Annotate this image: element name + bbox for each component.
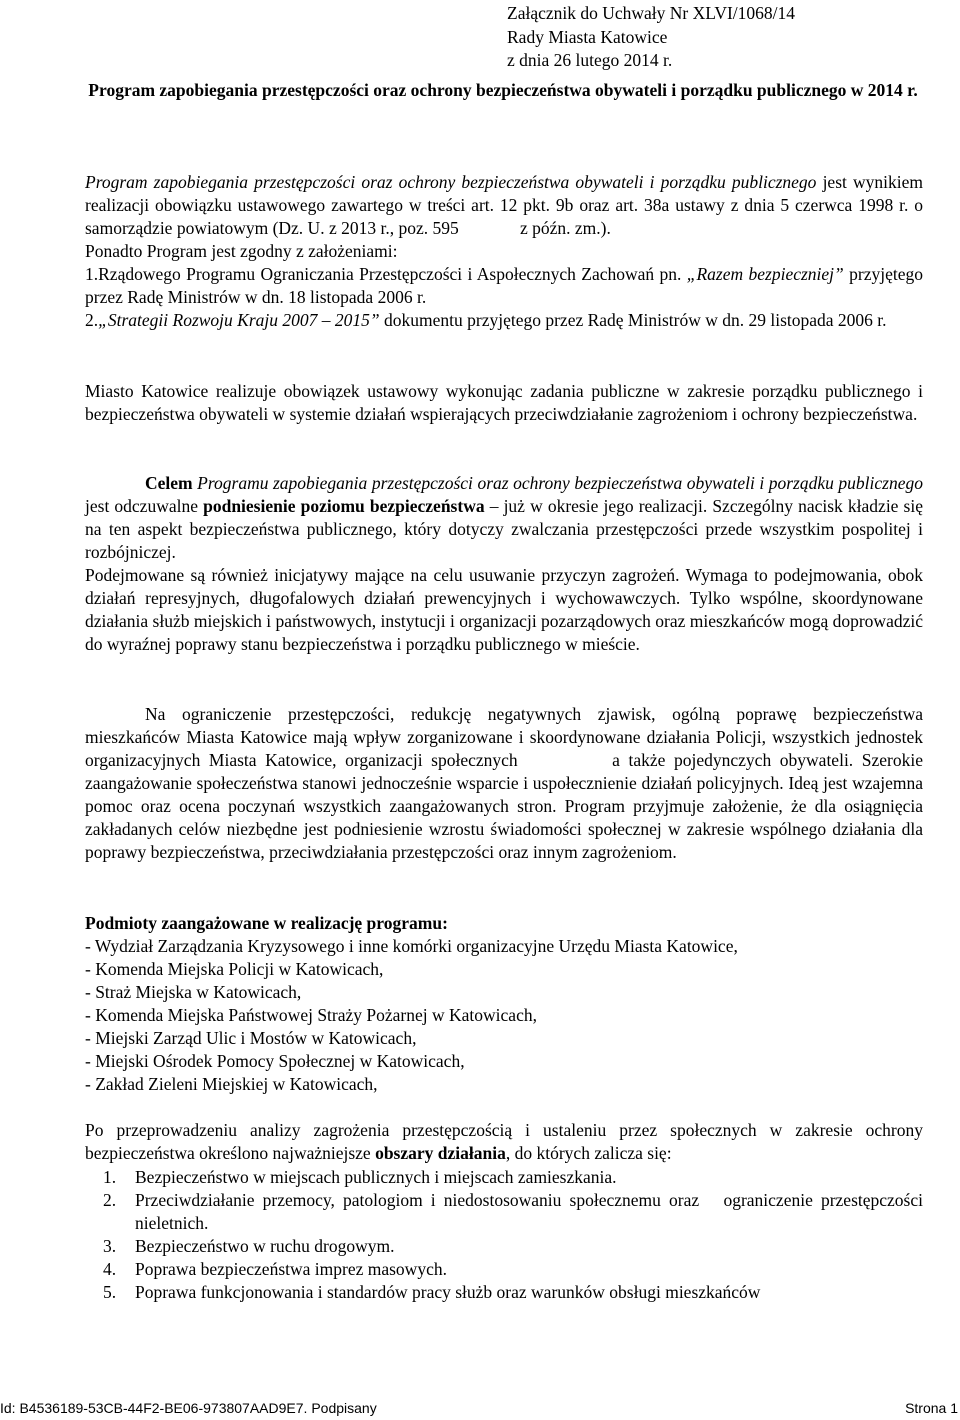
list-item: - Komenda Miejska Państwowej Straży Pożarnej w Katowicach, (85, 1005, 537, 1025)
list-item-text: Poprawa funkcjonowania i standardów pracy służb oraz warunków obsługi mieszkańców (135, 1282, 761, 1302)
list-item (85, 1189, 923, 1235)
list-item-number: 5. (103, 1282, 117, 1302)
list-item: - Miejski Ośrodek Pomocy Społecznej w Katowicach, (85, 1051, 465, 1071)
miasto-paragraph: Miasto Katowice realizuje obowiązek ustawowy wykonując zadania publiczne w zakresie porządku publicznego i bezpieczeństwa obywateli w systemie działań wspierających przeciwdziałanie zagrożeniom i ochrony bezpieczeństwa. (85, 381, 923, 424)
list-item (85, 1166, 923, 1189)
document-header (507, 2, 795, 73)
celem-text-2: – już w okresie jego realizacji. Szczególny nacisk kładzie się na ten aspekt bezpieczeństwa publicznego, który dotyczy zwalczania przestępczości przede wszystkim pospolitej i rozbójniczej. (85, 496, 923, 562)
ref2-italic: „Strategii Rozwoju Kraju 2007 – 2015” (98, 310, 380, 330)
list-item: - Straż Miejska w Katowicach, (85, 982, 302, 1002)
intro-paragraph (85, 171, 923, 332)
list-item-number: 3. (103, 1236, 117, 1256)
celem-section (85, 472, 923, 656)
po-paragraph (85, 1119, 923, 1165)
intro-reference-1 (85, 263, 923, 309)
podejmowane-paragraph: Podejmowane są również inicjatywy mające na celu usuwanie przyczyn zagrożeń. Wymaga to podejmowania, obok działań represyjnych, długofalowych działań prewencyjnych i wychowawczych. Tylko wspólne, skoordynowane działania służb miejskich i państwowych, instytucji i organizacji pozarządowych oraz mieszkańców mogą doprowadzić do wyraźnej poprawy stanu bezpieczeństwa i porządku publicznego w mieście. (85, 565, 923, 654)
list-item-text: Bezpieczeństwo w miejscach publicznych i miejscach zamieszkania. (135, 1167, 617, 1187)
list-item: - Komenda Miejska Policji w Katowicach, (85, 959, 384, 979)
footer-page-number: Strona 1 (905, 1400, 958, 1416)
ref1-italic: „Razem bezpieczniej” (686, 264, 844, 284)
header-council: Rady Miasta Katowice (507, 26, 668, 47)
na-paragraph: Na ograniczenie przestępczości, redukcję negatywnych zjawisk, ogólną poprawę bezpieczeństwa mieszkańców Miasta Katowice mają wpływ zorganizowane i skoordynowane działania Policji, wszystkich jednostek organizacyjnych Miasta Katowice, organizacji społecznych a także pojedynczych obywateli. Szerokie zaangażowanie społeczeństwa stanowi jednocześnie wsparcie i uspołecznienie działań policyjnych. Ideą jest wzajemna pomoc oraz ocena poczynań wszystkich zaangażowanych stron. Program przyjmuje założenie, że dla osiągnięcia zakładanych celów niezbędne jest podniesienie wzrostu świadomości społecznej w zakresie wspólnego działania dla poprawy bezpieczeństwa, przeciwdziałania przestępczości oraz innym zagrożeniom. (85, 704, 923, 862)
celem-program-name: Programu zapobiegania przestępczości oraz ochrony bezpieczeństwa obywateli i porządku publicznego (192, 473, 923, 493)
po-bold: obszary działania (375, 1143, 506, 1163)
celem-text-1: jest odczuwalne (85, 496, 204, 516)
areas-list (85, 1166, 923, 1304)
list-item: - Miejski Zarząd Ulic i Mostów w Katowicach, (85, 1028, 417, 1048)
list-item (85, 1258, 923, 1281)
list-item (85, 1235, 923, 1258)
po-text-1: Po przeprowadzeniu analizy zagrożenia przestępczością i ustaleniu przez społecznych w zakresie ochrony bezpieczeństwa określono najważniejsze (85, 1120, 923, 1163)
po-text-2: , do których zalicza się: (505, 1143, 672, 1163)
list-item-number: 2. (103, 1190, 117, 1210)
footer-document-id: Id: B4536189-53CB-44F2-BE06-973807AAD9E7. Podpisany (0, 1400, 377, 1416)
intro-program-name: Program zapobiegania przestępczości oraz ochrony bezpieczeństwa obywateli i porządku publicznego (85, 172, 817, 192)
intro-reference-2 (85, 309, 923, 332)
ref2-num: 2. (85, 310, 99, 330)
document-title: Program zapobiegania przestępczości oraz ochrony bezpieczeństwa obywateli i porządku publicznego w 2014 r. (88, 80, 918, 100)
podmioty-list (85, 935, 923, 1096)
intro-legal-basis: jest wynikiem realizacji obowiązku ustawowego zawartego w treści art. 12 pkt. 9b oraz art. 38a ustawy z dnia 5 czerwca 1998 r. o samorządzie powiatowym (Dz. U. z 2013 r., poz. 595 z późn. zm.). (85, 172, 923, 238)
ref1-text: 1.Rządowego Programu Ograniczania Przestępczości i Aspołecznych Zachowań pn. (85, 264, 687, 284)
header-date: z dnia 26 lutego 2014 r. (507, 50, 673, 70)
ref2-tail: dokumentu przyjętego przez Radę Ministrów w dn. 29 listopada 2006 r. (379, 310, 887, 330)
list-item-text: Poprawa bezpieczeństwa imprez masowych. (135, 1259, 447, 1279)
page-footer (0, 1397, 960, 1417)
celem-goal: podniesienie poziomu bezpieczeństwa (203, 496, 485, 516)
celem-bold: Celem (145, 473, 193, 493)
list-item: - Wydział Zarządzania Kryzysowego i inne komórki organizacyjne Urzędu Miasta Katowice, (85, 936, 738, 956)
list-item-number: 4. (103, 1259, 117, 1279)
list-item: - Zakład Zieleni Miejskiej w Katowicach, (85, 1074, 378, 1094)
list-item-text: Przeciwdziałanie przemocy, patologiom i niedostosowaniu społecznemu oraz ograniczenie przestępczości nieletnich. (135, 1190, 923, 1233)
list-item-text: Bezpieczeństwo w ruchu drogowym. (135, 1236, 395, 1256)
celem-paragraph (85, 472, 923, 564)
intro-ponadto: Ponadto Program jest zgodny z założeniami: (85, 241, 398, 261)
ref1-tail: przyjętego przez Radę Ministrów w dn. 18 listopada 2006 r. (85, 264, 923, 307)
header-attachment: Załącznik do Uchwały Nr XLVI/1068/14 (507, 3, 796, 23)
podmioty-section (85, 912, 923, 1096)
list-item (85, 1281, 923, 1304)
list-item-number: 1. (103, 1167, 117, 1187)
podmioty-heading: Podmioty zaangażowane w realizację programu: (85, 913, 448, 933)
